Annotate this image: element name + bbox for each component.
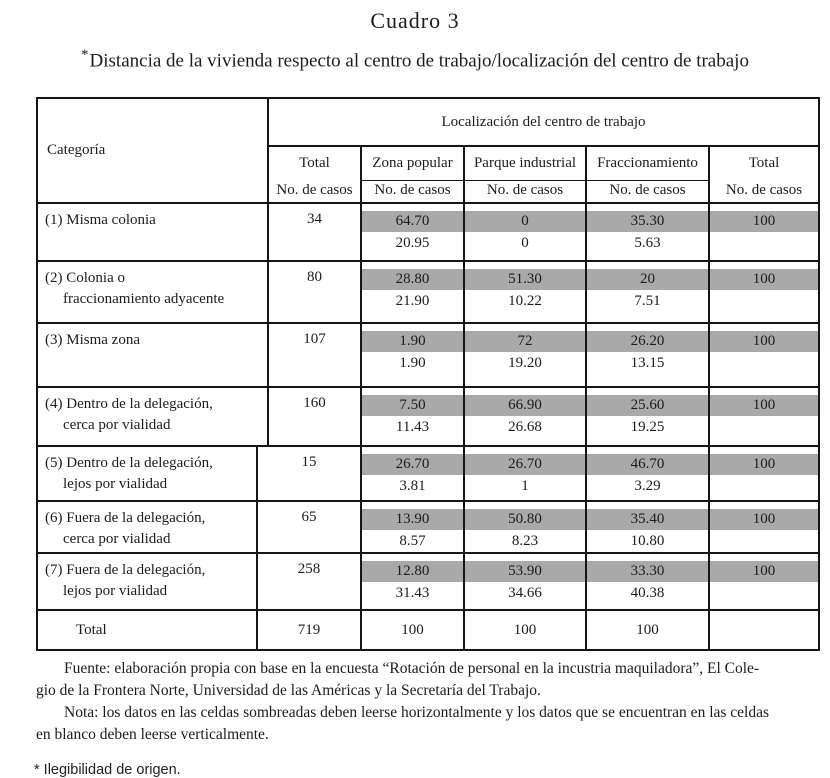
white-value: 11.43	[395, 419, 430, 436]
shaded-value: 0	[465, 211, 585, 232]
page-subtitle	[0, 47, 830, 72]
table-row-4	[38, 386, 818, 445]
asterisk-footnote: * Ilegibilidad de origen.	[34, 762, 181, 778]
table-row-5	[38, 445, 818, 500]
white-value	[710, 416, 818, 438]
white-value	[710, 582, 818, 604]
cell-fraccionamiento	[585, 262, 708, 322]
column-header-parque-industrial: Parque industrial	[463, 147, 585, 181]
fuente-note-line: gio de la Frontera Norte, Universidad de las Américas y la Secretaría del Trabajo.	[36, 682, 541, 700]
row-category: (7) Fuera de la delegación, lejos por vialidad	[45, 562, 206, 600]
column-subheader: No. de casos	[360, 181, 463, 202]
row-total-cases: 107	[267, 324, 360, 386]
cell-fraccionamiento	[585, 447, 708, 500]
shaded-value: 53.90	[465, 561, 585, 582]
row-total-cases: 34	[267, 204, 360, 260]
row-total-cases: 80	[267, 262, 360, 322]
row-total-cases: 65	[256, 502, 360, 552]
footnotes	[36, 658, 824, 746]
column-header-fraccionamiento: Fraccionamiento	[585, 147, 708, 181]
white-value: 31.43	[395, 585, 430, 602]
corner-header-categoria: Categoría	[47, 142, 106, 159]
shaded-value: 66.90	[465, 395, 585, 416]
cell-total-pct	[708, 554, 818, 609]
shaded-value: 100	[710, 561, 818, 582]
cell-fraccionamiento	[585, 502, 708, 552]
cell-zona-popular	[360, 262, 463, 322]
column-name: Total	[299, 155, 330, 172]
group-header-localizacion: Localización del centro de trabajo	[267, 99, 818, 147]
subtitle-text: Distancia de la vivienda respecto al centro de trabajo/localización del centro de trabajo	[89, 50, 749, 72]
white-value: 26.68	[508, 419, 542, 436]
white-value: 34.66	[508, 585, 542, 602]
table-row-2	[38, 260, 818, 322]
shaded-value: 50.80	[465, 509, 585, 530]
column-subheader: No. de casos	[276, 182, 353, 199]
cell-total-pct	[708, 262, 818, 322]
footer-zona-popular: 100	[360, 611, 463, 649]
footer-fraccionamiento: 100	[585, 611, 708, 649]
row-category: (3) Misma zona	[45, 332, 140, 349]
cell-fraccionamiento	[585, 388, 708, 445]
row-category: (1) Misma colonia	[45, 212, 156, 229]
white-value: 13.15	[630, 355, 665, 372]
table-row-1	[38, 202, 818, 260]
column-header-zona-popular: Zona popular	[360, 147, 463, 181]
white-value: 20.95	[395, 235, 430, 252]
row-total-cases: 15	[256, 447, 360, 500]
shaded-value: 64.70	[362, 211, 463, 232]
cell-zona-popular	[360, 502, 463, 552]
shaded-value: 26.70	[465, 454, 585, 475]
shaded-value: 72	[465, 331, 585, 352]
cell-fraccionamiento	[585, 204, 708, 260]
shaded-value: 100	[710, 509, 818, 530]
cell-parque-industrial	[463, 262, 585, 322]
table-header	[38, 99, 818, 202]
footer-total-cases: 719	[256, 611, 360, 649]
cell-parque-industrial	[463, 502, 585, 552]
white-value	[710, 475, 818, 497]
column-header-total-right	[708, 147, 818, 202]
cell-total-pct	[708, 324, 818, 386]
white-value: 19.25	[630, 419, 665, 436]
white-value: 8.23	[511, 533, 539, 550]
nota-note-line: en blanco deben leerse verticalmente.	[36, 726, 269, 744]
shaded-value: 35.40	[587, 509, 708, 530]
shaded-value: 20	[587, 269, 708, 290]
shaded-value: 51.30	[465, 269, 585, 290]
shaded-value: 100	[710, 331, 818, 352]
white-value: 5.63	[634, 235, 661, 252]
cell-parque-industrial	[463, 324, 585, 386]
column-name: Total	[748, 155, 780, 172]
column-subheader: No. de casos	[463, 181, 585, 202]
shaded-value: 100	[710, 211, 818, 232]
cell-parque-industrial	[463, 554, 585, 609]
column-header-total-left	[267, 147, 360, 202]
shaded-value: 13.90	[362, 509, 463, 530]
fuente-note-line: Fuente: elaboración propia con base en la encuesta “Rotación de personal en la incustria maquiladora”, El Cole-	[64, 660, 760, 678]
row-category: (5) Dentro de la delegación, lejos por vialidad	[45, 455, 213, 493]
row-total-cases: 258	[256, 554, 360, 609]
cell-parque-industrial	[463, 447, 585, 500]
white-value: 10.22	[508, 293, 542, 310]
footer-parque-industrial: 100	[463, 611, 585, 649]
row-category: (6) Fuera de la delegación, cerca por vialidad	[45, 510, 206, 548]
white-value: 8.57	[399, 533, 426, 550]
cell-parque-industrial	[463, 204, 585, 260]
page-title: Cuadro 3	[370, 8, 460, 33]
white-value: 19.20	[508, 355, 542, 372]
shaded-value: 33.30	[587, 561, 708, 582]
column-subheader: No. de casos	[725, 182, 803, 199]
white-value: 1	[521, 478, 529, 495]
shaded-value: 28.80	[362, 269, 463, 290]
cell-parque-industrial	[463, 388, 585, 445]
table-row-7	[38, 552, 818, 609]
white-value: 1.90	[399, 355, 426, 372]
shaded-value: 26.70	[362, 454, 463, 475]
white-value: 10.80	[630, 533, 665, 550]
shaded-value: 100	[710, 269, 818, 290]
white-value	[710, 290, 818, 312]
cell-total-pct	[708, 204, 818, 260]
shaded-value: 100	[710, 454, 818, 475]
shaded-value: 26.20	[587, 331, 708, 352]
subtitle-asterisk: *	[81, 47, 89, 63]
shaded-value: 46.70	[587, 454, 708, 475]
row-category: (4) Dentro de la delegación, cerca por vialidad	[45, 396, 213, 434]
white-value: 7.51	[634, 293, 661, 310]
column-subheader: No. de casos	[585, 181, 708, 202]
white-value	[710, 530, 818, 552]
white-value: 21.90	[395, 293, 430, 310]
nota-note-line: Nota: los datos en las celdas sombreadas deben leerse horizontalmente y los datos que se encuentran en las celdas	[64, 704, 770, 722]
cell-fraccionamiento	[585, 324, 708, 386]
row-category: (2) Colonia o fraccionamiento adyacente	[45, 270, 225, 308]
shaded-value: 7.50	[362, 395, 463, 416]
table-row-3	[38, 322, 818, 386]
footer-label: Total	[76, 621, 107, 638]
cell-zona-popular	[360, 447, 463, 500]
shaded-value: 12.80	[362, 561, 463, 582]
shaded-value: 100	[710, 395, 818, 416]
white-value: 0	[521, 235, 529, 252]
white-value	[710, 232, 818, 254]
cell-total-pct	[708, 388, 818, 445]
table-row-6	[38, 500, 818, 552]
cell-zona-popular	[360, 554, 463, 609]
cell-zona-popular	[360, 204, 463, 260]
shaded-value: 35.30	[587, 211, 708, 232]
footer-total-pct	[708, 611, 818, 649]
table-footer-row	[38, 609, 818, 649]
row-total-cases: 160	[267, 388, 360, 445]
white-value	[710, 352, 818, 374]
data-table	[36, 97, 820, 651]
cell-total-pct	[708, 447, 818, 500]
cell-total-pct	[708, 502, 818, 552]
white-value: 40.38	[630, 585, 665, 602]
white-value: 3.81	[399, 478, 426, 495]
cell-fraccionamiento	[585, 554, 708, 609]
cell-zona-popular	[360, 324, 463, 386]
shaded-value: 1.90	[362, 331, 463, 352]
white-value: 3.29	[634, 478, 661, 495]
cell-zona-popular	[360, 388, 463, 445]
shaded-value: 25.60	[587, 395, 708, 416]
